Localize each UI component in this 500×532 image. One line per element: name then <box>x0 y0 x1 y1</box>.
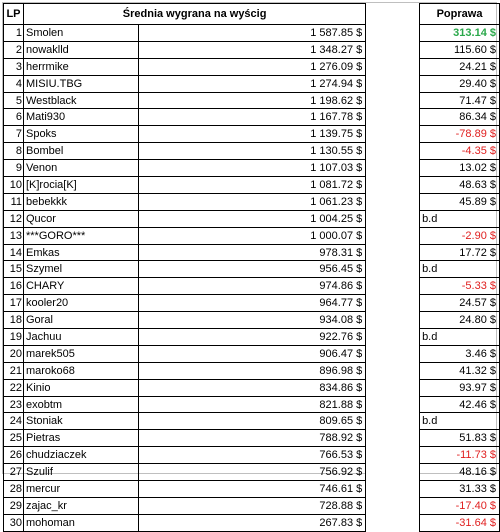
improvement-cell: 3.46 $ <box>420 345 500 362</box>
average-win-cell: 1 348.27 $ <box>138 41 365 58</box>
improvement-cell: -5.33 $ <box>420 278 500 295</box>
gap-cell <box>366 312 420 329</box>
gap-cell <box>366 210 420 227</box>
player-name-cell: chudziaczek <box>23 447 138 464</box>
rank-cell: 11 <box>4 193 24 210</box>
gap-cell <box>366 329 420 346</box>
average-win-cell: 974.86 $ <box>138 278 365 295</box>
improvement-cell: 86.34 $ <box>420 109 500 126</box>
gap-cell <box>366 362 420 379</box>
improvement-cell: b.d <box>420 413 500 430</box>
rank-cell: 6 <box>4 109 24 126</box>
gap-cell <box>366 160 420 177</box>
improvement-cell: 71.47 $ <box>420 92 500 109</box>
improvement-cell: 45.89 $ <box>420 193 500 210</box>
player-name-cell: mohoman <box>23 514 138 531</box>
average-win-cell: 1 274.94 $ <box>138 75 365 92</box>
improvement-cell: -78.89 $ <box>420 126 500 143</box>
improvement-cell: 115.60 $ <box>420 41 500 58</box>
table-row <box>4 379 500 396</box>
gap-cell <box>366 193 420 210</box>
average-win-cell: 978.31 $ <box>138 244 365 261</box>
header-title: Średnia wygrana na wyścig <box>23 4 365 25</box>
player-name-cell: Jachuu <box>23 329 138 346</box>
rank-cell: 28 <box>4 481 24 498</box>
player-name-cell: MISIU.TBG <box>23 75 138 92</box>
gap-cell <box>366 464 420 481</box>
average-win-cell: 728.88 $ <box>138 497 365 514</box>
rank-cell: 2 <box>4 41 24 58</box>
table-row <box>4 58 500 75</box>
ranking-table <box>3 3 500 532</box>
improvement-cell: b.d <box>420 261 500 278</box>
improvement-cell: 48.63 $ <box>420 177 500 194</box>
player-name-cell: CHARY <box>23 278 138 295</box>
table-row <box>4 329 500 346</box>
gap-cell <box>366 413 420 430</box>
improvement-cell: 51.83 $ <box>420 430 500 447</box>
table-row <box>4 227 500 244</box>
player-name-cell: Mati930 <box>23 109 138 126</box>
average-win-cell: 809.65 $ <box>138 413 365 430</box>
average-win-cell: 896.98 $ <box>138 362 365 379</box>
gap-cell <box>366 75 420 92</box>
average-win-cell: 1 587.85 $ <box>138 25 365 42</box>
gap-cell <box>366 41 420 58</box>
gap-cell <box>366 109 420 126</box>
average-win-cell: 1 081.72 $ <box>138 177 365 194</box>
gap-cell <box>366 396 420 413</box>
average-win-cell: 934.08 $ <box>138 312 365 329</box>
player-name-cell: Bombel <box>23 143 138 160</box>
gap-cell <box>366 497 420 514</box>
table-row <box>4 177 500 194</box>
improvement-cell: 313.14 $ <box>420 25 500 42</box>
header-lp: LP <box>4 4 24 25</box>
gap-cell <box>366 278 420 295</box>
table-row <box>4 278 500 295</box>
improvement-cell: 24.80 $ <box>420 312 500 329</box>
improvement-cell: 48.16 $ <box>420 464 500 481</box>
table-row <box>4 126 500 143</box>
rank-cell: 1 <box>4 25 24 42</box>
improvement-cell: 42.46 $ <box>420 396 500 413</box>
player-name-cell: Stoniak <box>23 413 138 430</box>
rank-cell: 17 <box>4 295 24 312</box>
rank-cell: 21 <box>4 362 24 379</box>
rank-cell: 29 <box>4 497 24 514</box>
average-win-cell: 267.83 $ <box>138 514 365 531</box>
gap-cell <box>366 430 420 447</box>
table-row <box>4 447 500 464</box>
improvement-cell: b.d <box>420 329 500 346</box>
rank-cell: 24 <box>4 413 24 430</box>
rank-cell: 27 <box>4 464 24 481</box>
improvement-cell: -31.64 $ <box>420 514 500 531</box>
rank-cell: 25 <box>4 430 24 447</box>
table-row <box>4 160 500 177</box>
average-win-cell: 956.45 $ <box>138 261 365 278</box>
rank-cell: 3 <box>4 58 24 75</box>
player-name-cell: marek505 <box>23 345 138 362</box>
table-row <box>4 362 500 379</box>
rank-cell: 14 <box>4 244 24 261</box>
average-win-cell: 834.86 $ <box>138 379 365 396</box>
table-row <box>4 430 500 447</box>
table-row <box>4 109 500 126</box>
gap-cell <box>366 25 420 42</box>
average-win-cell: 1 167.78 $ <box>138 109 365 126</box>
table-row <box>4 193 500 210</box>
average-win-cell: 1 198.62 $ <box>138 92 365 109</box>
table-row <box>4 261 500 278</box>
player-name-cell: maroko68 <box>23 362 138 379</box>
average-win-cell: 1 130.55 $ <box>138 143 365 160</box>
gap-cell <box>366 227 420 244</box>
player-name-cell: Emkas <box>23 244 138 261</box>
rank-cell: 10 <box>4 177 24 194</box>
player-name-cell: [K]rocia[K] <box>23 177 138 194</box>
improvement-cell: 17.72 $ <box>420 244 500 261</box>
gap-cell <box>366 143 420 160</box>
average-win-cell: 766.53 $ <box>138 447 365 464</box>
player-name-cell: Goral <box>23 312 138 329</box>
table-row <box>4 75 500 92</box>
table-row <box>4 464 500 481</box>
header-poprawa: Poprawa <box>420 4 500 25</box>
player-name-cell: Pietras <box>23 430 138 447</box>
improvement-cell: b.d <box>420 210 500 227</box>
average-win-cell: 1 107.03 $ <box>138 160 365 177</box>
average-win-cell: 906.47 $ <box>138 345 365 362</box>
table-row <box>4 92 500 109</box>
gap-cell <box>366 379 420 396</box>
average-win-cell: 922.76 $ <box>138 329 365 346</box>
player-name-cell: bebekkk <box>23 193 138 210</box>
improvement-cell: 41.32 $ <box>420 362 500 379</box>
rank-cell: 26 <box>4 447 24 464</box>
table-row <box>4 396 500 413</box>
player-name-cell: zajac_kr <box>23 497 138 514</box>
player-name-cell: Spoks <box>23 126 138 143</box>
improvement-cell: -17.40 $ <box>420 497 500 514</box>
gap-cell <box>366 4 420 25</box>
table-row <box>4 312 500 329</box>
player-name-cell: Westblack <box>23 92 138 109</box>
table-row <box>4 244 500 261</box>
improvement-cell: 31.33 $ <box>420 481 500 498</box>
improvement-cell: -11.73 $ <box>420 447 500 464</box>
gap-cell <box>366 481 420 498</box>
table-row <box>4 295 500 312</box>
average-win-cell: 964.77 $ <box>138 295 365 312</box>
average-win-cell: 1 004.25 $ <box>138 210 365 227</box>
player-name-cell: Szulif <box>23 464 138 481</box>
rank-cell: 8 <box>4 143 24 160</box>
improvement-cell: -2.90 $ <box>420 227 500 244</box>
rank-cell: 4 <box>4 75 24 92</box>
average-win-cell: 746.61 $ <box>138 481 365 498</box>
player-name-cell: Smolen <box>23 25 138 42</box>
average-win-cell: 1 276.09 $ <box>138 58 365 75</box>
rank-cell: 16 <box>4 278 24 295</box>
table-row <box>4 481 500 498</box>
player-name-cell: Venon <box>23 160 138 177</box>
rank-cell: 22 <box>4 379 24 396</box>
improvement-cell: 29.40 $ <box>420 75 500 92</box>
gap-cell <box>366 126 420 143</box>
gap-cell <box>366 345 420 362</box>
improvement-cell: 24.57 $ <box>420 295 500 312</box>
header-row <box>4 4 500 25</box>
player-name-cell: ***GORO*** <box>23 227 138 244</box>
player-name-cell: Szymel <box>23 261 138 278</box>
improvement-cell: 13.02 $ <box>420 160 500 177</box>
average-win-cell: 821.88 $ <box>138 396 365 413</box>
average-win-cell: 788.92 $ <box>138 430 365 447</box>
gap-cell <box>366 58 420 75</box>
rank-cell: 12 <box>4 210 24 227</box>
table-row <box>4 25 500 42</box>
table-row <box>4 514 500 531</box>
rank-cell: 23 <box>4 396 24 413</box>
player-name-cell: Kinio <box>23 379 138 396</box>
player-name-cell: mercur <box>23 481 138 498</box>
gap-cell <box>366 177 420 194</box>
rank-cell: 15 <box>4 261 24 278</box>
rank-cell: 5 <box>4 92 24 109</box>
average-win-cell: 756.92 $ <box>138 464 365 481</box>
table-row <box>4 345 500 362</box>
improvement-cell: 93.97 $ <box>420 379 500 396</box>
gap-cell <box>366 447 420 464</box>
player-name-cell: herrmike <box>23 58 138 75</box>
player-name-cell: exobtm <box>23 396 138 413</box>
rank-cell: 18 <box>4 312 24 329</box>
table-row <box>4 143 500 160</box>
rank-cell: 7 <box>4 126 24 143</box>
table-row <box>4 210 500 227</box>
average-win-cell: 1 061.23 $ <box>138 193 365 210</box>
average-win-cell: 1 139.75 $ <box>138 126 365 143</box>
gap-cell <box>366 92 420 109</box>
improvement-cell: -4.35 $ <box>420 143 500 160</box>
rank-cell: 9 <box>4 160 24 177</box>
rank-cell: 13 <box>4 227 24 244</box>
table-row <box>4 413 500 430</box>
gap-cell <box>366 261 420 278</box>
gap-cell <box>366 295 420 312</box>
player-name-cell: nowaklld <box>23 41 138 58</box>
player-name-cell: Qucor <box>23 210 138 227</box>
table-row <box>4 497 500 514</box>
average-win-cell: 1 000.07 $ <box>138 227 365 244</box>
rank-cell: 30 <box>4 514 24 531</box>
player-name-cell: kooler20 <box>23 295 138 312</box>
rank-cell: 20 <box>4 345 24 362</box>
gap-cell <box>366 244 420 261</box>
gap-cell <box>366 514 420 531</box>
rank-cell: 19 <box>4 329 24 346</box>
table-row <box>4 41 500 58</box>
improvement-cell: 24.21 $ <box>420 58 500 75</box>
